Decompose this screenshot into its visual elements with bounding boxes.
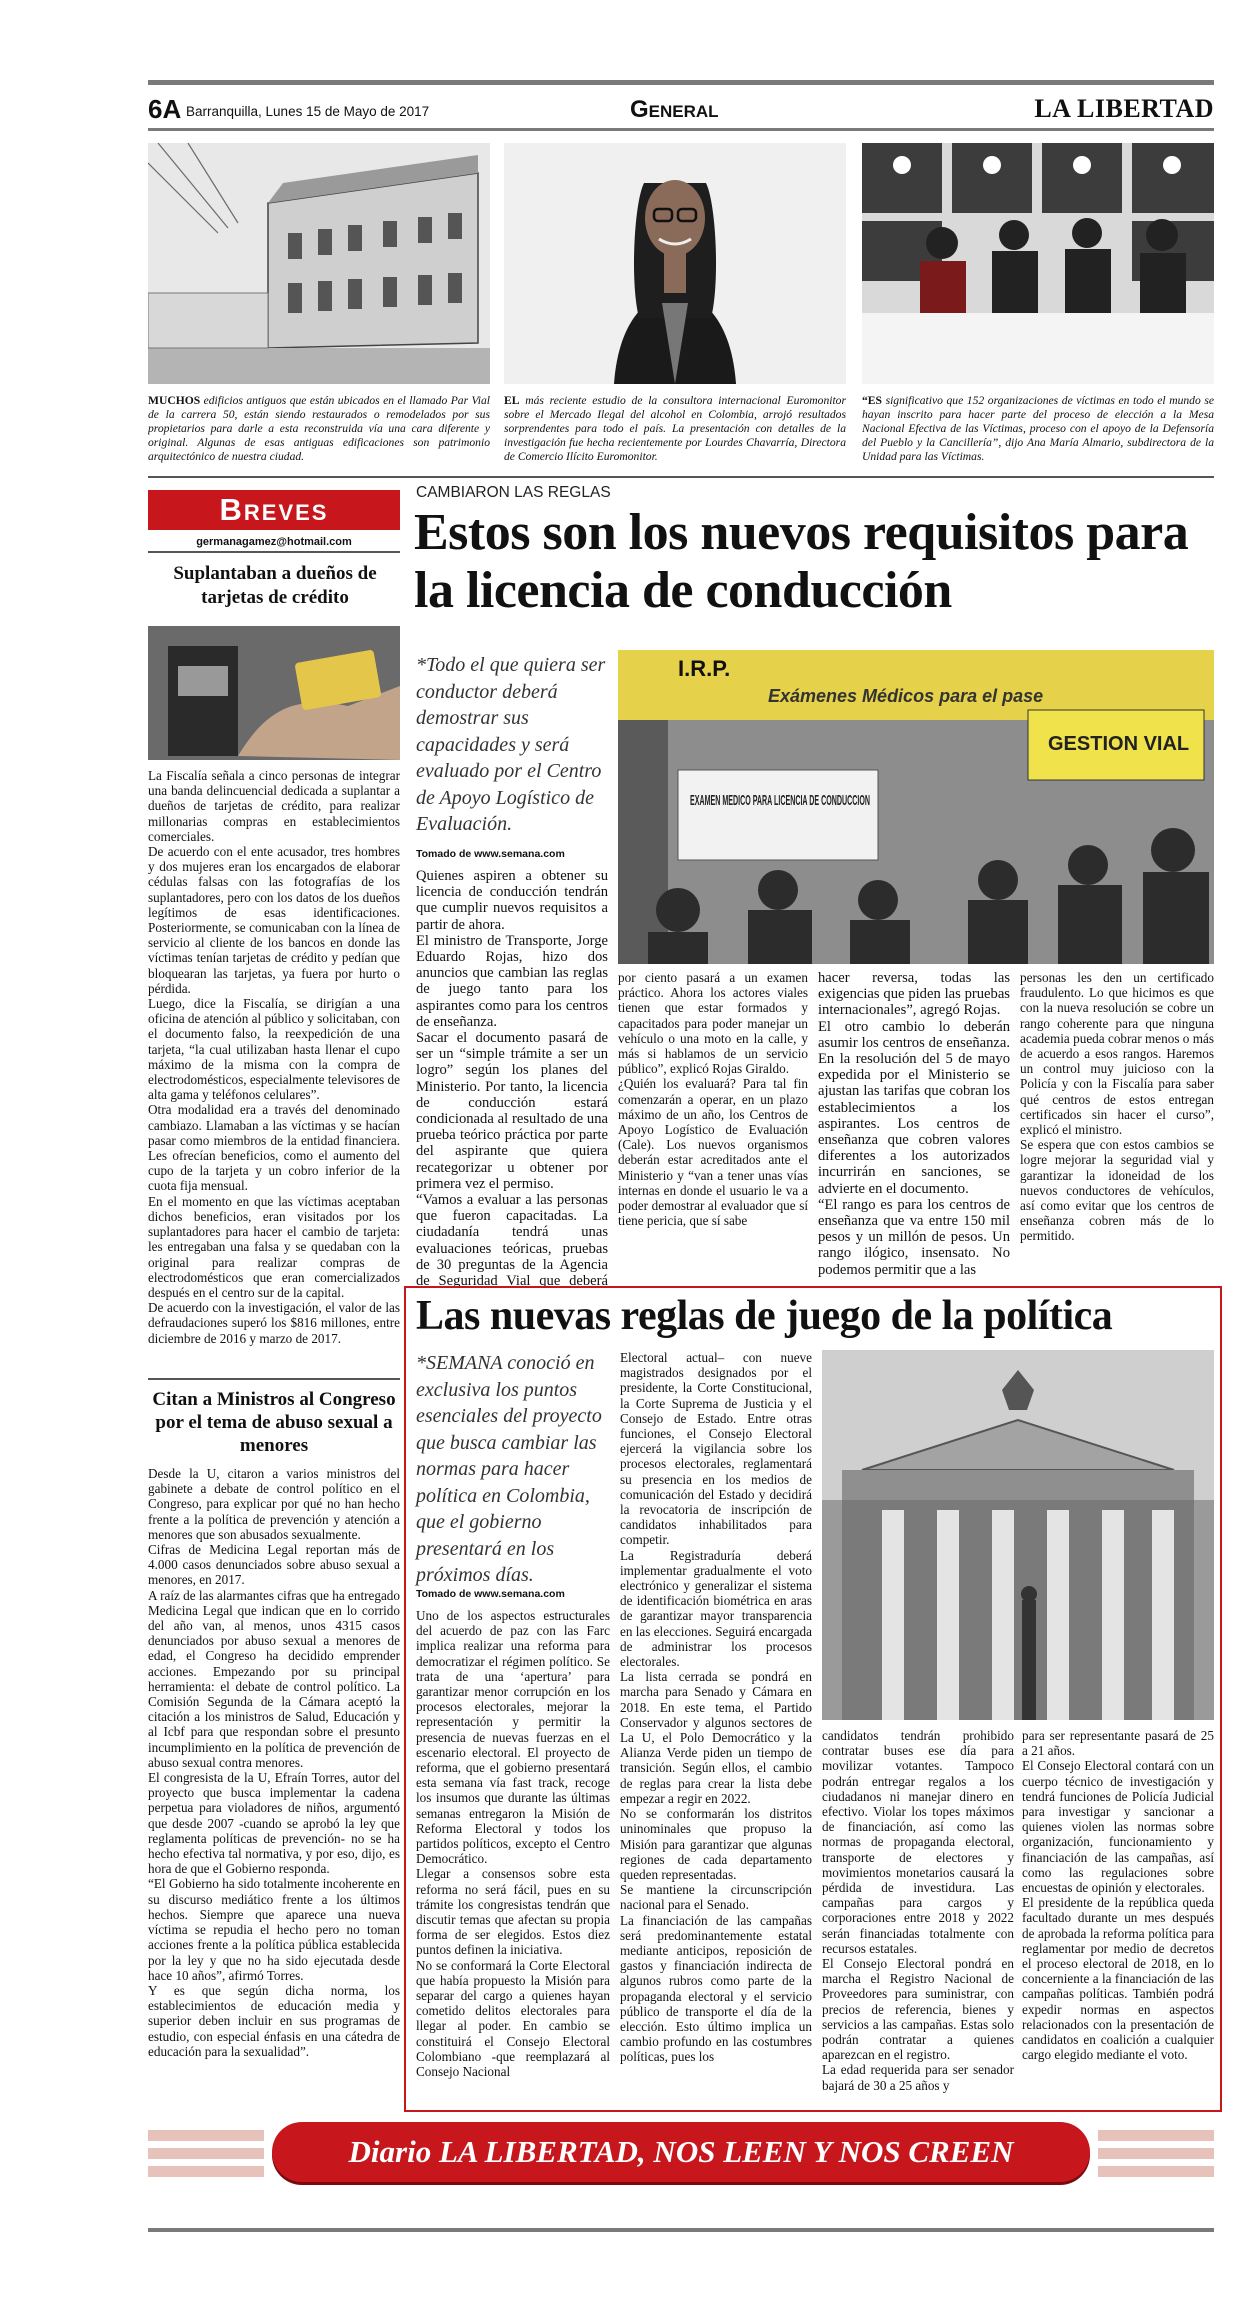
article1-deck: *Todo el que quiera ser conductor deberá demostrar sus capacidades y será evaluado por el Centro de Apoyo Logístico de Evaluación. (416, 654, 606, 835)
article1-source: Tomado de www.semana.com (416, 848, 565, 860)
article2-col2: Electoral actual– con nueve magistrados designados por el presidente, la Corte Constitucional, la Corte Suprema de Justicia y el Consejo de Estado. Entre otras funciones, el Consejo Electoral ejercerá la vigilancia sobre los procesos electorales, reglamentará su presencia en los medios de comunicación del Estado y decidirá la revocatoria de inscripción de candidatos inhabilitados para competir. La Registraduría deberá implementar gradualmente el voto electrónico y generalizar el sistema de identificación biométrica en aras de garantizar mayor transparencia en las elecciones. Seguirá encargada de administrar los procesos electorales. La lista cerrada se pondrá en marcha para Senado y Cámara en 2018. En este tema, el Partido Conservador y algunos sectores de La U, el Polo Democrático y la Alianza Verde piden un tiempo de transición. Según ellos, el cambio de reglas para crear la lista debe empezar a regir en 2022. No se conformarán los distritos uninominales que propuso la Misión para garantizar que algunas regiones de cada departamento queden representadas. Se mantiene la circunscripción nacional para el Senado. La financiación de las campañas será predominantemente estatal mediante anticipos, reposición de gastos y financiación indirecta de algunos rubros como parte de la propaganda electoral y el servicio público de transporte el día de la elección. Esto último implica un cambio profundo en las costumbres políticas, pues los (620, 1350, 812, 2065)
bottom-rule (148, 2228, 1214, 2232)
footer-stripe-left-3 (148, 2166, 264, 2177)
article1-kicker: CAMBIARON LAS REGLAS (416, 484, 611, 501)
article2-headline: Las nuevas reglas de juego de la política (416, 1293, 1113, 1339)
dateline: Barranquilla, Lunes 15 de Mayo de 2017 (186, 104, 430, 119)
article1-col2: por ciento pasará a un examen práctico. Ahora los actores viales tienen que estar formados y capacitados para poder manejar un vehículo o una moto en la calle, y más si hablamos de un servicio público”, explicó Rojas Giraldo. ¿Quién los evaluará? Para tal fin comenzarán a operar, en un plazo máximo de un año, los Centros de Apoyo Logístico de Evaluación (Cale). Los nuevos organismos deberán estar acreditados ante el Ministerio y “van a tener unas vías internas en donde el usuario le va a poder demostrar al evaluador que sí tiene pericia, que sí sabe (618, 970, 808, 1229)
article2-col3: candidatos tendrán prohibido contratar buses ese día para movilizar votantes. Tampoco podrán entregar regalos a los ciudadanos ni manejar dinero en efectivo. Violar los topes máximos de financiación, así como las normas de propaganda electoral, transporte de electores y movimientos monetarios causará la pérdida de investidura. Las campañas para cargos y corporaciones entre 2018 y 2022 serán financiadas totalmente con recursos estatales. El Consejo Electoral pondrá en marcha el Registro Nacional de Proveedores para suministrar, con precios de referencia, bienes y servicios a las campañas. Estas solo podrán contratar a quienes aparezcan en el registro. La edad requerida para ser senador bajará de 30 a 25 años y (822, 1728, 1014, 2093)
story1-headline: Suplantaban a dueños de tarjetas de crédito (173, 563, 377, 608)
article1-headline: Estos son los nuevos requisitos para la licencia de conducción (414, 504, 1189, 619)
article2-deck: *SEMANA conoció en exclusiva los puntos esenciales del proyecto que busca cambiar las normas para hacer política en Colombia, que el gobierno presentará en los próximos días. (416, 1352, 602, 1586)
photo-license-office (618, 650, 1214, 964)
sign-gestion-vial: GESTION VIAL (1048, 733, 1190, 755)
breves-email: germanagamez@hotmail.com (148, 536, 400, 553)
footer-stripe-right-3 (1098, 2166, 1214, 2177)
footer-slogan: Diario LA LIBERTAD, NOS LEEN Y NOS CREEN (348, 2134, 1014, 2169)
breves-divider (148, 1378, 400, 1380)
masthead: LA LIBERTAD (1034, 94, 1214, 123)
header-rule (148, 128, 1214, 131)
photo-woman-portrait (504, 143, 846, 384)
caption-euromonitor: EL más reciente estudio de la consultora internacional Euromonitor sobre el Mercado Ilegal del alcohol en Colombia, arrojó resultados sorprendentes para todo el país. La presentación con detalles de la investigación fue hecha recientemente por Lourdes Chavarría, Directora de Comercio Ilícito Euromonitor. (504, 394, 846, 463)
photo-credit-card-atm (148, 626, 400, 760)
sign-poster: EXAMEN MEDICO PARA LICENCIA DE CONDUCCION (690, 792, 870, 809)
photo-defensoria-panel (862, 143, 1214, 384)
top-rule (148, 80, 1214, 85)
sign-brand: I.R.P. (678, 656, 731, 681)
article1-col1: Quienes aspiren a obtener su licencia de conducción tendrán que cumplir nuevos requisitos a partir de ahora. El ministro de Transporte, Jorge Eduardo Rojas, hizo dos anuncios que cambian las reglas de juego tanto para los aspirantes como para los centros de enseñanza. Sacar el documento pasará de ser un “simple trámite a ser un logro” según los planes del Ministerio. Por tanto, la licencia de conducción estará condicionada al resultado de una prueba teórico práctica por parte del aspirante que quiera recategorizar u obtener por primera vez el permiso. “Vamos a evaluar a las personas que fueron capacitadas. La ciudadanía tendrá unas evaluaciones teóricas, pruebas de 30 preguntas de la Agencia de Seguridad Vial que deberá (416, 868, 608, 1288)
article1-col3: hacer reversa, todas las exigencias que piden las pruebas internacionales”, agregó Rojas. El otro cambio lo deberán asumir los centros de enseñanza. En la resolución del 5 de mayo expedida por el Ministerio se ajustan las tarifas que cobran los establecimientos a los aspirantes. Los centros de enseñanza que cobren valores diferentes a los autorizados incurrirán en sanciones, se advierte en el documento. “El rango es para los centros de enseñanza que va entre 150 mil pesos y un millón de pesos. Un rango ilógico, insensato. No podemos permitir que a las (818, 970, 1010, 1278)
divider (148, 476, 1214, 478)
article2-col4: para ser representante pasará de 25 a 21 años. El Consejo Electoral contará con un cuerpo técnico de investigación y tendrá funciones de Policía Judicial para investigar y sancionar a quienes violen las normas sobre organización, funcionamiento y financiación de las campañas, así como las regulaciones sobre encuestas de opinión y electorales. El presidente de la república queda facultado durante un mes después de aprobada la reforma política para reglamentar por medio de decretos el proceso electoral de 2018, en lo concerniente a la financiación de las campañas políticas. También podrá expedir normas en aspectos relacionados con la presentación de candidatos en coalición a cualquier cargo elegido mediante el voto. (1022, 1728, 1214, 2063)
footer-stripe-right-2 (1098, 2148, 1214, 2159)
breves-banner: Breves (148, 490, 400, 530)
sign-banner: Exámenes Médicos para el pase (768, 686, 1044, 706)
caption-building: MUCHOS edificios antiguos que están ubicados en el llamado Par Vial de la carrera 50, están siendo restaurados o remodelados por sus propietarios para darle a esta reconstruida vía una cara diferente y original. Algunas de esas antiguas edificaciones son patrimonio arquitectónico de nuestra ciudad. (148, 394, 490, 463)
caption-victims: “ES significativo que 152 organizaciones de víctimas en todo el mundo se hayan inscrito para hacer parte del proceso de elección a la Mesa Nacional Efectiva de las Víctimas, proceso con el apoyo de la Defensoría del Pueblo y la Cancillería”, dijo Ana María Almario, subdirectora de la Unidad para las Víctimas. (862, 394, 1214, 463)
article1-col4: personas les den un certificado fraudulento. Lo que hicimos es que con la nueva resolución se cobre un rango coherente para que ninguna academia pueda cobrar menos o más de acuerdo a esos rangos. Haremos un control muy juicioso con la Policía y con la Fiscalía para saber qué centros de estos entregan certificados sin hacer el curso”, explicó el ministro. Se espera que con estos cambios se logre mejorar la seguridad vial y garantizar la idoneidad de los nuevos conductores de vehículos, así como evitar que los centros de enseñanza cobren más de lo permitido. (1020, 970, 1214, 1244)
article2-col1: Uno de los aspectos estructurales del acuerdo de paz con las Farc implica realizar una reforma para democratizar el régimen político. Se trata de una ‘apertura’ para garantizar menor corrupción en los procesos electorales, mejorar la representación y permitir la presencia de nuevas fuerzas en el escenario electoral. El proyecto de reforma, que el gobierno presentará esta semana vía fast track, recoge los insumos que durante las últimas semanas entregaron la Misión de Reforma Electoral y todos los partidos políticos, excepto el Centro Democrático. Llegar a consensos sobre esta reforma no será fácil, pues en su trámite los congresistas tendrán que discutir temas que afectan su propia forma de ser elegidos. Estos diez puntos definen la iniciativa. No se conformará la Corte Electoral que había propuesto la Misión para separar del cargo a quienes hayan cometido delitos electorales para llegar al poder. En cambio se constituirá el Consejo Electoral Colombiano -que reemplazará al Consejo Nacional (416, 1608, 610, 2080)
footer-stripe-left-2 (148, 2148, 264, 2159)
page-number: 6A (148, 94, 182, 124)
footer-stripe-left-1 (148, 2130, 264, 2141)
photo-old-building (148, 143, 490, 384)
story1-body: La Fiscalía señala a cinco personas de integrar una banda delincuencial dedicada a suplantar a dueños de tarjetas de crédito, para realizar millonarias compras en establecimientos comerciales. De acuerdo con el ente acusador, tres hombres y dos mujeres eran los encargados de elaborar cédulas falsas con las fotografías de los suplantadores, pero con los datos de los dueños legítimos de esas identificaciones. Posteriormente, se comunicaban con la línea de servicio al cliente de los bancos en donde las víctimas tenían tarjetas de crédito y pedían que bloquearan las tarjetas, ya fuera por hurto o pérdida. Luego, dice la Fiscalía, se dirigían a una oficina de atención al público y solicitaban, con el documento falso, la reexpedición de una tarjeta, “la cual utilizaban hasta llenar el cupo máximo de la misma con la compra de electrodomésticos, especialmente televisores de alta gama y teléfonos celulares”. Otra modalidad era a través del denominado cambiazo. Llamaban a las víctimas y se hacían pasar como miembros de la entidad financiera. Les ofrecían beneficios, como el aumento del cupo de la tarjeta y un cobro inferior de la cuota fija mensual. En el momento en que las víctimas aceptaban dichos beneficios, eran visitados por los suplantadores para hacer el cambio de tarjeta: les entregaban una falsa y se quedaban con la original para realizar compras de electrodomésticos que eran comercializados después en el centro sur de la capital. De acuerdo con la investigación, el valor de las defraudaciones superó los $816 millones, entre diciembre de 2016 y marzo de 2017. (148, 768, 400, 1346)
story2-body: Desde la U, citaron a varios ministros del gabinete a debate de control político en el Congreso, para explicar por qué no han hecho frente a la política de prevención y atención a menores que son abusados sexualmente. Cifras de Medicina Legal reportan más de 4.000 casos denunciados sobre abuso sexual a menores, en 2017. A raíz de las alarmantes cifras que ha entregado Medicina Legal que indican que en lo corrido del año van, al menos, unos 4315 casos denunciados por abuso sexual a menores de edad, el Congreso ha decidido emprender acciones. Empezando por su principal herramienta: el debate de control político. La Comisión Segunda de la Cámara aceptó la citación a los ministros de Salud, Educación y al Icbf para que respondan sobre el presunto incumplimiento en la política de prevención de abuso sexual contra menores. El congresista de la U, Efraín Torres, autor del proyecto que busca implementar la cadena perpetua para violadores de niños, argumentó que desde 2007 -cuando se aprobó la ley que reglamenta políticas de prevención- no se ha hecho efectiva tal normativa, y por eso, dijo, es hora de que el Gobierno responda. “El Gobierno ha sido totalmente incoherente en su discurso mediático frente a los últimos hechos. Siempre que aparece una nueva víctima se repudia el hecho pero no toman acciones frente a la política pública establecida por la ley y que no ha sido ejecutada desde hace 10 años”, afirmó Torres. Y es que según dicha norma, los establecimientos de educación media y superior deben incluir en sus programas de estudio, con especial énfasis en una cátedra de educación para la sexualidad”. (148, 1466, 400, 2059)
section-name: General (630, 96, 719, 123)
photo-capitol-building (822, 1350, 1214, 1720)
article2-source: Tomado de www.semana.com (416, 1588, 565, 1600)
story2-headline: Citan a Ministros al Congreso por el tema de abuso sexual a menores (152, 1389, 396, 1456)
footer-stripe-right-1 (1098, 2130, 1214, 2141)
